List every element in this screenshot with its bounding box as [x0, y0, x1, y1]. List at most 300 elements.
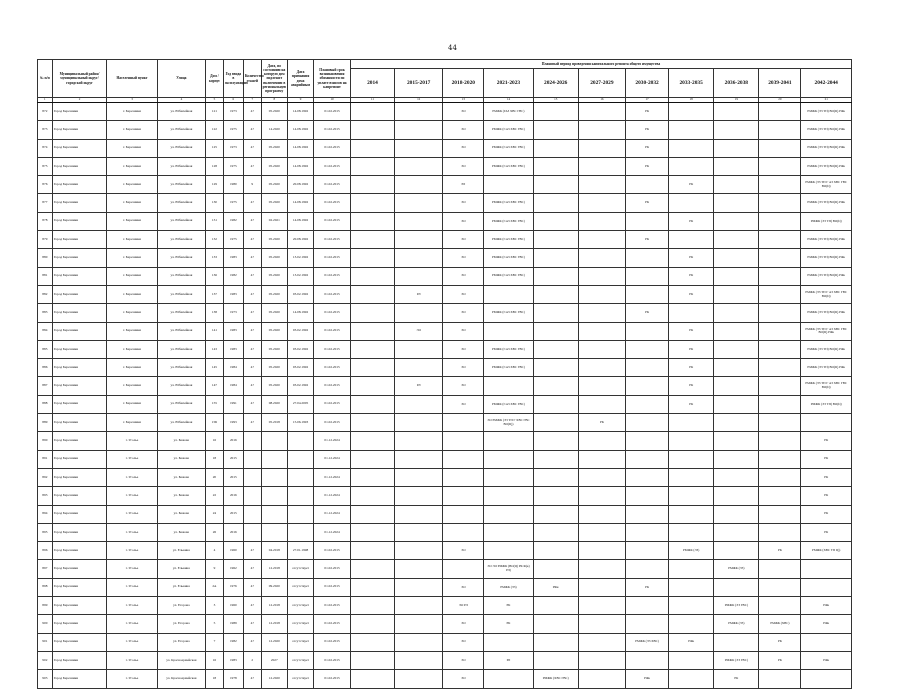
cell-2030-2032: РФк: [626, 670, 669, 688]
cell-date-inclusion: [261, 468, 287, 486]
cell-date-recognition: 14.08.1992: [287, 194, 313, 212]
cell-date-recognition: 03.02.1992: [287, 377, 313, 395]
cell-2015-2017: [395, 176, 443, 194]
cell-2042-2044: РМЖК (ЭЗ ТП) ВО(Ц): [801, 212, 852, 230]
cell-deadline: 01.02.2015: [314, 121, 351, 139]
cell-floors: 4?: [243, 340, 261, 358]
header-year: 2018-2020: [443, 69, 484, 98]
cell-locality: г. Березники: [107, 194, 157, 212]
cell-2042-2044: РФк: [801, 597, 852, 615]
header-year: 2015-2017: [395, 69, 443, 98]
cell-2021-2023: ЭО ЭО РМЖК (ВО(Ц) РК Ф(к) РЛ): [484, 560, 533, 578]
cell-deadline: 01.02.2015: [314, 103, 351, 121]
cell-2015-2017: [395, 249, 443, 267]
cell-year-built: 1983: [223, 651, 243, 669]
cell-2030-2032: [626, 249, 669, 267]
cell-2039-2041: [759, 121, 801, 139]
cell-deadline: 01.02.2015: [314, 560, 351, 578]
cell-2027-2029: [578, 523, 625, 541]
cell-2015-2017: [395, 450, 443, 468]
cell-2033-2035: [669, 414, 714, 432]
cell-2033-2035: РК: [669, 340, 714, 358]
cell-floors: 4?: [243, 285, 261, 303]
cell-year-built: 1962: [223, 560, 243, 578]
cell-2021-2023: [484, 542, 533, 560]
cell-no: 879: [38, 231, 53, 249]
cell-2014: [350, 103, 394, 121]
cell-2018-2020: [443, 468, 484, 486]
cell-2024-2026: [533, 651, 578, 669]
cell-2015-2017: [395, 560, 443, 578]
cell-no: 897: [38, 560, 53, 578]
cell-2021-2023: РМЖК (Г.АЗ ХВС ГВС): [484, 157, 533, 175]
header-year: 2036-2038: [714, 69, 759, 98]
cell-date-inclusion: [261, 505, 287, 523]
cell-2021-2023: РМЖК (Г.АЗ ХВС ГВС): [484, 304, 533, 322]
cell-year-built: 1978: [223, 670, 243, 688]
cell-no: 889: [38, 414, 53, 432]
cell-2033-2035: [669, 651, 714, 669]
cell-2014: [350, 395, 394, 413]
cell-street: ул. Юбилейная: [157, 231, 205, 249]
cell-house: 128: [206, 157, 224, 175]
cell-2033-2035: РК: [669, 249, 714, 267]
column-number: 16: [578, 98, 625, 103]
cell-house: 4: [206, 542, 224, 560]
capital-repair-table: [37, 59, 852, 689]
cell-locality: г. Березники: [107, 322, 157, 340]
cell-house: 129: [206, 176, 224, 194]
column-number: 7: [243, 98, 261, 103]
cell-2014: [350, 139, 394, 157]
table-row: [38, 285, 852, 303]
cell-2036-2038: [714, 340, 759, 358]
page-number: 44: [448, 44, 457, 52]
cell-date-recognition: 03.02.1992: [287, 285, 313, 303]
cell-2018-2020: ЭО: [443, 670, 484, 688]
cell-2036-2038: [714, 487, 759, 505]
cell-2015-2017: [395, 578, 443, 596]
column-number: 14: [484, 98, 533, 103]
cell-street: ул. Бажова: [157, 487, 205, 505]
cell-date-inclusion: 05.2020: [261, 322, 287, 340]
cell-2015-2017: [395, 542, 443, 560]
cell-2036-2038: [714, 377, 759, 395]
cell-deadline: 01.02.2015: [314, 377, 351, 395]
cell-2021-2023: [484, 377, 533, 395]
cell-2014: [350, 340, 394, 358]
cell-2024-2026: [533, 377, 578, 395]
cell-floors: 4?: [243, 615, 261, 633]
table-row: [38, 578, 852, 596]
table-row: [38, 414, 852, 432]
cell-2027-2029: [578, 615, 625, 633]
cell-house: 2А: [206, 578, 224, 596]
cell-municipality: Город Березники: [52, 176, 107, 194]
cell-2024-2026: [533, 615, 578, 633]
cell-2015-2017: [395, 395, 443, 413]
cell-2036-2038: [714, 505, 759, 523]
cell-2027-2029: [578, 651, 625, 669]
cell-2036-2038: [714, 633, 759, 651]
cell-2030-2032: [626, 597, 669, 615]
header-floors: Количество этажей: [243, 60, 261, 98]
cell-2042-2044: РМЖК (ЭЗ ТП Г АЗ ХВС ГВС ВО(Ц): [801, 285, 852, 303]
header-year-built: Год ввода в эксплуатацию: [223, 60, 243, 98]
cell-floors: [243, 450, 261, 468]
table-row: [38, 304, 852, 322]
cell-no: 890: [38, 432, 53, 450]
cell-2014: [350, 597, 394, 615]
cell-2014: [350, 578, 394, 596]
cell-2024-2026: [533, 157, 578, 175]
cell-street: ул. Елькина: [157, 542, 205, 560]
cell-2018-2020: [443, 505, 484, 523]
cell-2024-2026: [533, 103, 578, 121]
cell-2014: [350, 359, 394, 377]
cell-no: 888: [38, 395, 53, 413]
cell-date-inclusion: 05.2020: [261, 249, 287, 267]
cell-2042-2044: РМЖК (ЭЗ ТП) ВО(Ц) РФк: [801, 157, 852, 175]
cell-2033-2035: [669, 432, 714, 450]
cell-2039-2041: РК: [759, 542, 801, 560]
cell-2036-2038: [714, 578, 759, 596]
table-row: [38, 157, 852, 175]
cell-floors: 4?: [243, 139, 261, 157]
cell-2027-2029: [578, 377, 625, 395]
cell-no: 901: [38, 633, 53, 651]
cell-deadline: 01.02.2015: [314, 139, 351, 157]
cell-street: ул. Юбилейная: [157, 285, 205, 303]
cell-2024-2026: [533, 450, 578, 468]
cell-deadline: 01.02.2015: [314, 285, 351, 303]
cell-date-recognition: отсутствует: [287, 670, 313, 688]
cell-2033-2035: [669, 505, 714, 523]
cell-2024-2026: [533, 322, 578, 340]
cell-2039-2041: [759, 231, 801, 249]
cell-year-built: 1993: [223, 414, 243, 432]
cell-date-recognition: 14.08.1992: [287, 139, 313, 157]
cell-2024-2026: [533, 249, 578, 267]
cell-date-recognition: 03.02.1992: [287, 359, 313, 377]
cell-no: 878: [38, 212, 53, 230]
cell-house: 145: [206, 359, 224, 377]
cell-2021-2023: [484, 505, 533, 523]
table-row: [38, 487, 852, 505]
cell-house: 133: [206, 249, 224, 267]
cell-municipality: Город Березники: [52, 523, 107, 541]
cell-2027-2029: [578, 359, 625, 377]
cell-2030-2032: РК: [626, 157, 669, 175]
cell-2030-2032: РМЖК (ЭЗ ХВС): [626, 633, 669, 651]
cell-year-built: 2015: [223, 468, 243, 486]
cell-date-inclusion: [261, 487, 287, 505]
header-municipality: Муниципальный район/муниципальный округ/городской округ: [52, 60, 107, 98]
cell-street: ул. Красноармейская: [157, 670, 205, 688]
cell-2039-2041: [759, 578, 801, 596]
cell-year-built: 1983: [223, 322, 243, 340]
table-row: [38, 560, 852, 578]
cell-2030-2032: [626, 212, 669, 230]
cell-deadline: 01.12.2024: [314, 505, 351, 523]
cell-date-recognition: 27.01.1998: [287, 542, 313, 560]
cell-deadline: 01.02.2015: [314, 267, 351, 285]
cell-2033-2035: [669, 304, 714, 322]
cell-street: ул. Юбилейная: [157, 249, 205, 267]
cell-locality: г. Березники: [107, 121, 157, 139]
cell-2015-2017: [395, 359, 443, 377]
cell-2042-2044: РМЖК (ЭЗ ТП) ВО(Ц) РФк: [801, 359, 852, 377]
cell-house: 15Б: [206, 414, 224, 432]
cell-street: ул. Юбилейная: [157, 414, 205, 432]
cell-2027-2029: [578, 487, 625, 505]
cell-street: ул. Юбилейная: [157, 395, 205, 413]
cell-2030-2032: [626, 615, 669, 633]
cell-2014: [350, 615, 394, 633]
cell-date-inclusion: [261, 523, 287, 541]
cell-locality: г. Усолье: [107, 523, 157, 541]
cell-year-built: 1991: [223, 395, 243, 413]
cell-2039-2041: [759, 468, 801, 486]
cell-2014: [350, 267, 394, 285]
cell-2018-2020: ЭО: [443, 377, 484, 395]
cell-date-inclusion: 04.2018: [261, 542, 287, 560]
cell-locality: г. Березники: [107, 267, 157, 285]
cell-2036-2038: [714, 157, 759, 175]
cell-2015-2017: ЭО: [395, 322, 443, 340]
cell-street: ул. Егорова: [157, 597, 205, 615]
cell-street: ул. Красноармейская: [157, 651, 205, 669]
cell-2014: [350, 560, 394, 578]
cell-2021-2023: [484, 487, 533, 505]
cell-no: 892: [38, 468, 53, 486]
cell-2036-2038: [714, 432, 759, 450]
cell-2033-2035: [669, 560, 714, 578]
table-row: [38, 670, 852, 688]
cell-2030-2032: [626, 377, 669, 395]
cell-2027-2029: [578, 212, 625, 230]
cell-floors: 4?: [243, 359, 261, 377]
cell-house: 125: [206, 139, 224, 157]
cell-year-built: 1982: [223, 267, 243, 285]
cell-date-inclusion: 05.2020: [261, 176, 287, 194]
cell-2021-2023: [484, 670, 533, 688]
cell-2014: [350, 304, 394, 322]
cell-locality: г. Березники: [107, 285, 157, 303]
cell-floors: [243, 523, 261, 541]
cell-2030-2032: РК: [626, 139, 669, 157]
cell-2036-2038: [714, 322, 759, 340]
cell-year-built: 2016: [223, 432, 243, 450]
cell-2018-2020: [443, 560, 484, 578]
cell-2030-2032: РК: [626, 121, 669, 139]
column-number: 5: [206, 98, 224, 103]
cell-year-built: 1983: [223, 340, 243, 358]
cell-2042-2044: РФк: [801, 651, 852, 669]
cell-2027-2029: [578, 597, 625, 615]
cell-year-built: 1975: [223, 121, 243, 139]
cell-municipality: Город Березники: [52, 615, 107, 633]
cell-2033-2035: [669, 597, 714, 615]
cell-date-inclusion: 05.2020: [261, 377, 287, 395]
cell-2014: [350, 249, 394, 267]
cell-year-built: 1976: [223, 578, 243, 596]
cell-floors: 4?: [243, 212, 261, 230]
header-planned-period: Плановый период проведения капитального ремонта общего имущества: [350, 60, 851, 69]
cell-2024-2026: [533, 340, 578, 358]
cell-street: ул. Юбилейная: [157, 103, 205, 121]
cell-floors: 9: [243, 176, 261, 194]
cell-municipality: Город Березники: [52, 395, 107, 413]
cell-date-recognition: отсутствует: [287, 560, 313, 578]
cell-2015-2017: [395, 468, 443, 486]
cell-year-built: 2015: [223, 505, 243, 523]
cell-2018-2020: ЭО: [443, 231, 484, 249]
cell-2027-2029: [578, 194, 625, 212]
cell-2018-2020: [443, 523, 484, 541]
cell-2015-2017: [395, 267, 443, 285]
cell-deadline: 01.02.2015: [314, 212, 351, 230]
cell-date-inclusion: 05.2018: [261, 414, 287, 432]
cell-deadline: 01.02.2015: [314, 304, 351, 322]
column-number: 11: [350, 98, 394, 103]
cell-2014: [350, 505, 394, 523]
cell-2033-2035: [669, 231, 714, 249]
cell-street: ул. Егорова: [157, 615, 205, 633]
cell-2014: [350, 157, 394, 175]
cell-2021-2023: РК: [484, 597, 533, 615]
cell-2039-2041: [759, 450, 801, 468]
cell-2014: [350, 450, 394, 468]
cell-2033-2035: [669, 615, 714, 633]
header-year: 2033-2035: [669, 69, 714, 98]
cell-date-inclusion: 08.2020: [261, 395, 287, 413]
cell-2015-2017: [395, 487, 443, 505]
cell-date-inclusion: 12.2018: [261, 597, 287, 615]
table-row: [38, 212, 852, 230]
cell-2042-2044: РМЖК (ЭЗ ТП) ВО(Ц) РФк: [801, 267, 852, 285]
cell-2024-2026: [533, 231, 578, 249]
cell-2024-2026: РМЖК (ХВС ГВС): [533, 670, 578, 688]
cell-2036-2038: [714, 103, 759, 121]
cell-2018-2020: ЭО: [443, 359, 484, 377]
cell-no: 887: [38, 377, 53, 395]
cell-deadline: 01.12.2024: [314, 432, 351, 450]
cell-2014: [350, 212, 394, 230]
cell-2027-2029: [578, 432, 625, 450]
cell-2018-2020: ЭО: [443, 285, 484, 303]
cell-house: 136: [206, 267, 224, 285]
cell-2039-2041: [759, 103, 801, 121]
cell-locality: г. Усолье: [107, 633, 157, 651]
cell-2042-2044: [801, 670, 852, 688]
cell-no: 898: [38, 578, 53, 596]
cell-2030-2032: [626, 340, 669, 358]
cell-2042-2044: РМЖК (ЭЗ ТП) ВО(Ц): [801, 395, 852, 413]
cell-locality: г. Усолье: [107, 615, 157, 633]
cell-2021-2023: РК: [484, 615, 533, 633]
cell-2015-2017: [395, 157, 443, 175]
cell-2033-2035: РК: [669, 267, 714, 285]
table-body: [38, 103, 852, 689]
cell-2036-2038: [714, 414, 759, 432]
cell-date-recognition: [287, 450, 313, 468]
cell-2015-2017: [395, 615, 443, 633]
cell-no: 876: [38, 176, 53, 194]
cell-2014: [350, 176, 394, 194]
table-row: [38, 542, 852, 560]
cell-2015-2017: [395, 340, 443, 358]
cell-2014: [350, 414, 394, 432]
cell-2018-2020: ЭО: [443, 103, 484, 121]
cell-2033-2035: [669, 487, 714, 505]
header-year: 2014: [350, 69, 394, 98]
cell-2030-2032: [626, 450, 669, 468]
cell-date-inclusion: 12.2020: [261, 670, 287, 688]
cell-2024-2026: [533, 194, 578, 212]
cell-2033-2035: [669, 578, 714, 596]
cell-street: ул. Елькина: [157, 578, 205, 596]
cell-2033-2035: РФк: [669, 633, 714, 651]
cell-2021-2023: [484, 432, 533, 450]
cell-2015-2017: РЛ: [395, 285, 443, 303]
cell-2018-2020: ЭО: [443, 395, 484, 413]
cell-house: 7: [206, 633, 224, 651]
cell-date-recognition: 13.02.1992: [287, 249, 313, 267]
cell-house: 137: [206, 285, 224, 303]
cell-2042-2044: РМЖК (ЭЗ ТП) ВО(Ц) РФк: [801, 121, 852, 139]
cell-locality: г. Усолье: [107, 578, 157, 596]
column-number: 2: [52, 98, 107, 103]
cell-2042-2044: РК: [801, 450, 852, 468]
cell-2039-2041: [759, 359, 801, 377]
cell-floors: 4?: [243, 578, 261, 596]
cell-2015-2017: [395, 597, 443, 615]
cell-locality: г. Усолье: [107, 597, 157, 615]
cell-2039-2041: [759, 139, 801, 157]
cell-2024-2026: [533, 633, 578, 651]
cell-date-recognition: 03.02.1992: [287, 322, 313, 340]
cell-2021-2023: [484, 176, 533, 194]
table-row: [38, 597, 852, 615]
column-number: 12: [395, 98, 443, 103]
cell-2033-2035: РК: [669, 322, 714, 340]
header-year: 2042-2044: [801, 69, 852, 98]
cell-no: 902: [38, 651, 53, 669]
cell-2018-2020: ЭО: [443, 633, 484, 651]
cell-2014: [350, 322, 394, 340]
cell-date-recognition: отсутствует: [287, 651, 313, 669]
cell-2014: [350, 468, 394, 486]
cell-2036-2038: [714, 139, 759, 157]
cell-municipality: Город Березники: [52, 139, 107, 157]
cell-year-built: 1973: [223, 139, 243, 157]
cell-house: 131: [206, 212, 224, 230]
cell-2042-2044: РМЖК (ЭЗ ТП) ВО(Ц) РФк: [801, 340, 852, 358]
cell-2036-2038: [714, 121, 759, 139]
cell-2021-2023: [484, 633, 533, 651]
cell-2024-2026: [533, 176, 578, 194]
cell-2027-2029: [578, 340, 625, 358]
column-number: 8: [261, 98, 287, 103]
column-number: 4: [157, 98, 205, 103]
cell-2027-2029: [578, 176, 625, 194]
cell-municipality: Город Березники: [52, 670, 107, 688]
cell-no: 882: [38, 285, 53, 303]
cell-year-built: 2016: [223, 487, 243, 505]
cell-2021-2023: ЭО РМЖК (ЭЗ ТП Г ХВС ГВС ВО(Ц)): [484, 414, 533, 432]
cell-street: ул. Бажова: [157, 450, 205, 468]
